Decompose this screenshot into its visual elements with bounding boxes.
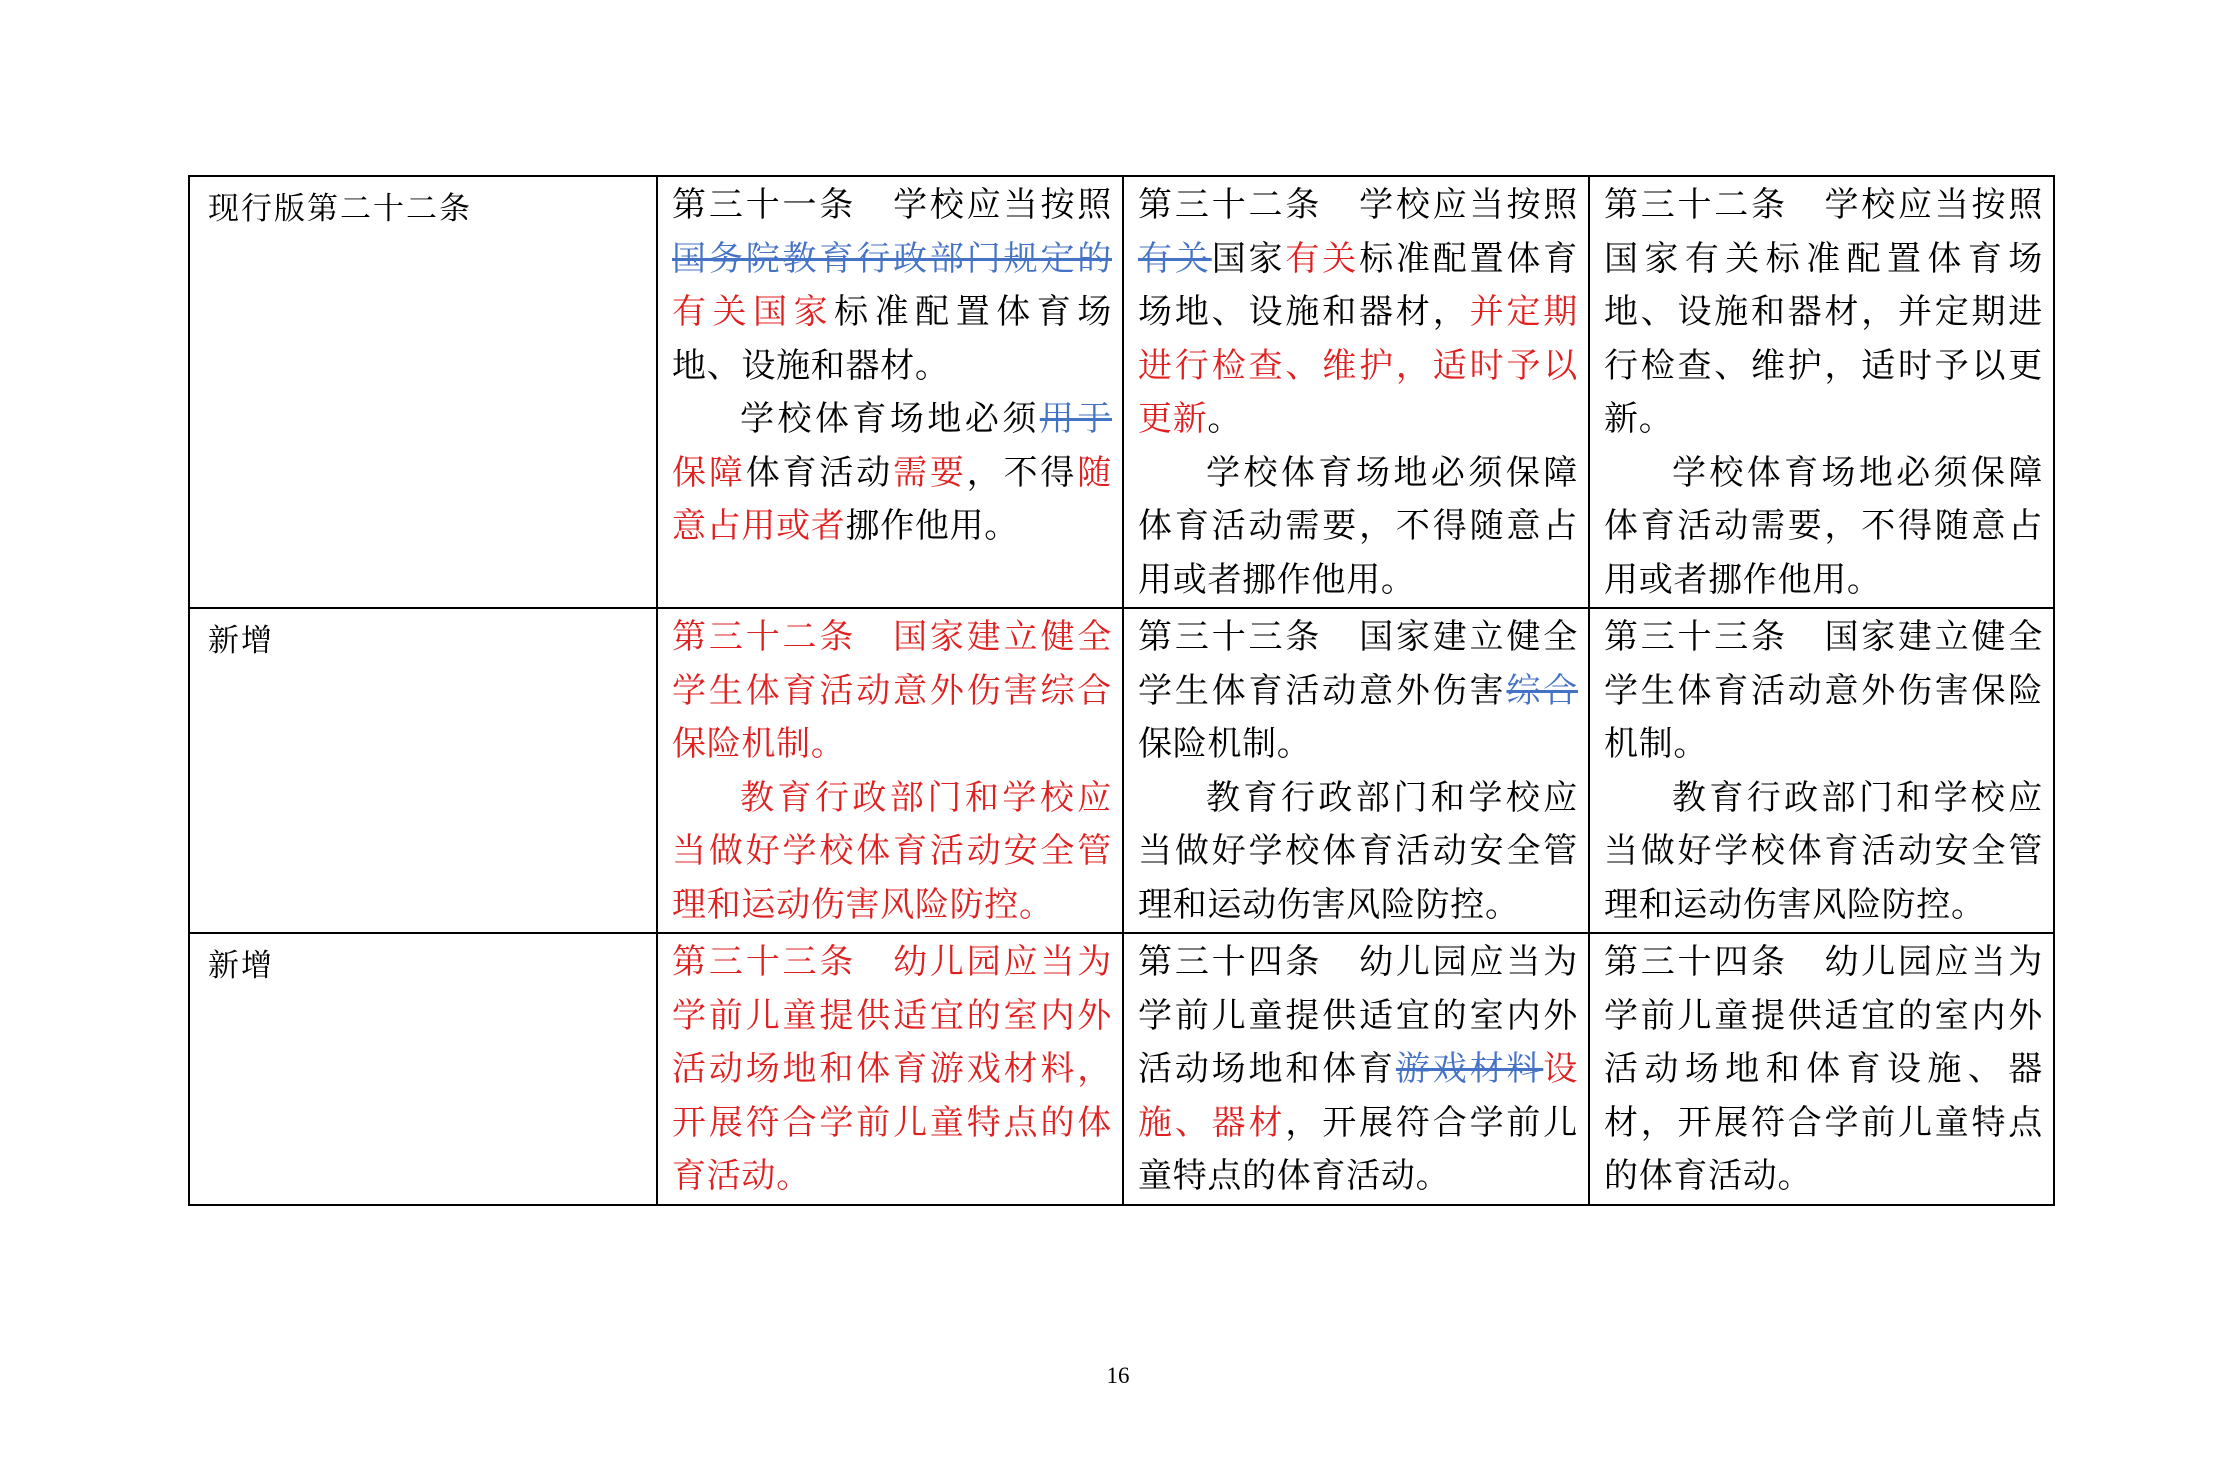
plain-text: 学校体育场地必须保障体育活动需要，不得随意占用或者挪作他用。 — [1604, 452, 2043, 600]
revised-version-cell — [1589, 933, 2054, 1205]
current-version-cell — [657, 176, 1123, 608]
inserted-text: 设施、器材 — [1138, 1049, 1578, 1143]
deleted-text: 有关 — [1138, 238, 1212, 279]
article-paragraph — [672, 772, 1112, 933]
deleted-text: 国务院教育行政部门规定的 — [672, 238, 1112, 279]
row-label: 新增 — [189, 933, 657, 1205]
page-number: 16 — [1106, 1363, 1130, 1388]
article-paragraph — [1604, 936, 2043, 1204]
deleted-text: 游戏材料 — [1395, 1049, 1544, 1089]
inserted-text: 有关 — [1285, 238, 1360, 279]
plain-text: 保险机制。 — [1138, 724, 1312, 764]
plain-text: 第三十二条 学校应当按照 — [1138, 185, 1578, 225]
article-paragraph — [672, 393, 1112, 554]
draft-version-cell — [1123, 608, 1589, 933]
plain-text: ，不得 — [966, 452, 1078, 493]
plain-text: 教育行政部门和学校应当做好学校体育活动安全管理和运动伤害风险防控。 — [1138, 777, 1578, 925]
plain-text: 国家 — [1211, 238, 1286, 279]
deleted-text: 综合 — [1506, 670, 1578, 711]
plain-text: 第三十二条 学校应当按照国家有关标准配置体育场地、设施和器材，并定期进行检查、维护，适时予以更新。 — [1604, 185, 2043, 439]
plain-text: 第三十三条 国家建立健全学生体育活动意外伤害保险机制。 — [1604, 617, 2043, 764]
article-paragraph — [1604, 611, 2043, 772]
article-paragraph — [1138, 179, 1578, 447]
table-row — [189, 933, 2054, 1205]
draft-version-cell — [1123, 176, 1589, 608]
article-paragraph — [672, 611, 1112, 772]
article-paragraph — [1604, 179, 2043, 447]
plain-text: 教育行政部门和学校应当做好学校体育活动安全管理和运动伤害风险防控。 — [1604, 777, 2043, 925]
plain-text: 第三十四条 幼儿园应当为学前儿童提供适宜的室内外活动场地和体育 — [1138, 942, 1578, 1089]
current-version-cell — [657, 608, 1123, 933]
article-paragraph — [1604, 447, 2043, 608]
current-version-cell — [657, 933, 1123, 1205]
inserted-text: 保障 — [672, 452, 746, 493]
draft-version-cell — [1123, 933, 1589, 1205]
plain-text: 第三十一条 学校应当按照 — [672, 185, 1112, 225]
plain-text: ，开展符合学前儿童特点的体育活动。 — [1138, 1102, 1578, 1196]
inserted-text: 有关国家 — [672, 292, 835, 332]
article-paragraph — [1604, 772, 2043, 933]
inserted-text: 第三十三条 幼儿园应当为学前儿童提供适宜的室内外活动场地和体育游戏材料，开展符合学前儿童特点的体育活动。 — [672, 942, 1112, 1196]
plain-text: 标准配置体育场地、设施和器材， — [1138, 238, 1578, 332]
plain-text: 学校体育场地必须 — [740, 399, 1040, 439]
revised-version-cell — [1589, 608, 2054, 933]
row-label: 现行版第二十二条 — [189, 176, 657, 608]
plain-text: 第三十四条 幼儿园应当为学前儿童提供适宜的室内外活动场地和体育设施、器材，开展符合学前儿童特点的体育活动。 — [1604, 942, 2043, 1196]
revised-version-cell — [1589, 176, 2054, 608]
table-row — [189, 176, 2054, 608]
plain-text: 标准配置体育场地、设施和器材。 — [672, 292, 1112, 386]
inserted-text: 并定期进行检查、维护，适时予以更新 — [1138, 292, 1578, 439]
plain-text: 。 — [1207, 399, 1243, 439]
article-paragraph — [1138, 936, 1578, 1204]
article-paragraph — [672, 179, 1112, 393]
inserted-text: 随意占用或者 — [672, 452, 1112, 546]
inserted-text: 需要 — [893, 452, 967, 493]
comparison-table — [188, 175, 2055, 1206]
inserted-text: 第三十二条 国家建立健全学生体育活动意外伤害综合保险机制。 — [672, 617, 1112, 764]
article-paragraph — [1138, 611, 1578, 772]
article-paragraph — [1138, 447, 1578, 608]
article-paragraph — [1138, 772, 1578, 933]
plain-text: 学校体育场地必须保障体育活动需要，不得随意占用或者挪作他用。 — [1138, 452, 1578, 600]
table-row — [189, 608, 2054, 933]
article-paragraph — [672, 936, 1112, 1204]
plain-text: 体育活动 — [745, 452, 894, 493]
deleted-text: 用于 — [1039, 399, 1112, 439]
row-label: 新增 — [189, 608, 657, 933]
inserted-text: 教育行政部门和学校应当做好学校体育活动安全管理和运动伤害风险防控。 — [672, 777, 1112, 925]
plain-text: 挪作他用。 — [845, 506, 1019, 546]
plain-text: 第三十三条 国家建立健全学生体育活动意外伤害 — [1138, 617, 1578, 711]
